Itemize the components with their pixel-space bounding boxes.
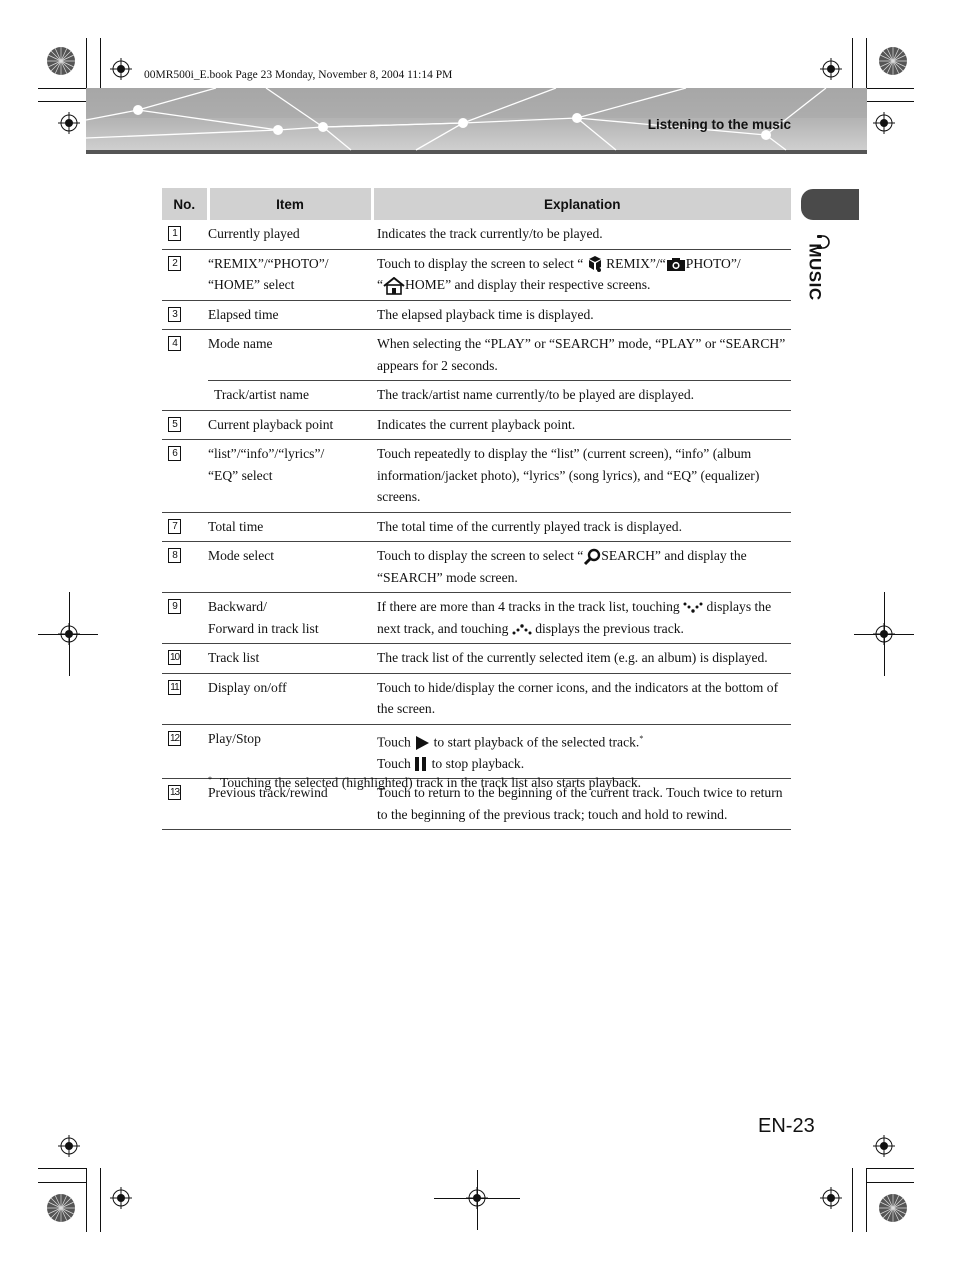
item-explanation: The total time of the currently played track is displayed. [372,512,791,542]
crop-mark [100,38,101,88]
item-name [208,593,372,644]
item-explanation: Touch to hide/display the corner icons, and the indicators at the bottom of the screen. [372,673,791,724]
item-name: Play/Stop [208,724,372,779]
item-name-line: Backward/ [208,599,267,614]
item-name: Display on/off [208,673,372,724]
search-icon [583,548,601,566]
item-name-line: “list”/“info”/“lyrics”/ [208,446,325,461]
table-row [162,512,791,542]
item-name [208,249,372,300]
item-name: Track/artist name [208,381,372,411]
registration-mark-icon [873,112,895,134]
explanation-text: SEARCH” and display the “SEARCH” mode screen. [377,548,747,585]
item-name: Mode name [208,330,372,381]
table-row [162,724,791,779]
item-name: Previous track/rewind [208,779,372,830]
item-explanation: When selecting the “PLAY” or “SEARCH” mode, “PLAY” or “SEARCH” appears for 2 seconds. [372,330,791,381]
crop-mark [866,88,914,89]
explanation-text: displays the next track, and touching [377,599,772,636]
item-number: 12 [169,732,180,744]
item-number: 13 [169,787,180,799]
item-number: 1 [168,226,181,241]
table-row [162,410,791,440]
forward-dots-icon [683,601,703,615]
item-explanation [372,249,791,300]
item-number: 8 [168,548,181,563]
side-tab-text: MUSIC [805,243,825,301]
item-explanation [372,724,791,779]
registration-mark-icon [58,112,80,134]
pause-icon [414,756,428,772]
item-explanation [372,542,791,593]
item-explanation [372,593,791,644]
table-row [162,330,791,381]
print-info: 00MR500i_E.book Page 23 Monday, November 8, 2004 11:14 PM [144,69,453,81]
table-row [162,249,791,300]
footnote-text: Touching the selected (highlighted) track in the track list also starts playback. [220,775,642,790]
item-explanation: Indicates the track currently/to be played. [372,220,791,249]
footnote-mark: * [639,733,644,743]
crop-mark [38,634,98,635]
crop-mark [38,1168,86,1169]
explanation-text: to stop playback. [431,755,525,771]
table-row [162,381,791,411]
camera-icon [666,257,686,271]
registration-mark-icon [873,1135,895,1157]
item-name-line: “EQ” select [208,467,273,483]
item-number: 5 [168,417,181,432]
footnote [208,775,641,791]
item-explanation: The track/artist name currently/to be played are displayed. [372,381,791,411]
crop-mark [852,38,853,88]
crop-mark [866,38,867,88]
backward-dots-icon [512,622,532,636]
table-row [162,644,791,674]
crop-mark [477,1170,478,1230]
crop-mark [100,1168,101,1232]
item-explanation: The elapsed playback time is displayed. [372,300,791,330]
crop-mark [38,101,86,102]
item-explanation: Touch repeatedly to display the “list” (current screen), “info” (album information/jacket photo), “lyrics” (song lyrics), and “EQ” (equalizer) screens. [372,440,791,513]
item-number: 3 [168,307,181,322]
crop-mark [866,101,914,102]
registration-mark-icon [820,58,842,80]
crop-mark [866,1182,914,1183]
starburst-target-icon [46,1193,76,1223]
item-name-line: “REMIX”/“PHOTO”/ [208,255,329,271]
table-row [162,440,791,513]
item-name: Elapsed time [208,300,372,330]
explanation-text: Touch [377,734,411,750]
crop-mark [866,1168,914,1169]
explanation-text: HOME” and display their respective screens. [405,277,651,292]
column-header-no: No. [162,188,208,220]
explanation-text: Touch to display the screen to select “ [377,548,584,563]
header-band [86,88,867,154]
item-number: 10 [169,652,180,664]
item-number: 6 [168,446,181,461]
item-number: 9 [168,599,181,614]
crop-mark [69,592,70,676]
explanation-text: “ [377,277,384,292]
remix-icon [587,255,603,273]
item-number: 11 [168,680,181,695]
crop-mark [852,1168,853,1232]
starburst-target-icon [878,1193,908,1223]
item-explanation: Indicates the current playback point. [372,410,791,440]
item-name: Mode select [208,542,372,593]
explanation-text: Touch [377,755,411,771]
item-explanation: Touch to return to the beginning of the current track. Touch twice to return to the beginning of the previous track; touch and hold to rewind. [372,779,791,830]
starburst-target-icon [878,46,908,76]
explanation-table [162,188,791,830]
crop-mark [866,1168,867,1232]
item-explanation: The track list of the currently selected item (e.g. an album) is displayed. [372,644,791,674]
crop-mark [38,1182,86,1183]
explanation-text: displays the previous track. [535,620,684,636]
crop-mark [38,88,86,89]
item-name: Total time [208,512,372,542]
home-icon [383,277,405,295]
explanation-text: to start playback of the selected track. [433,734,640,750]
table-row [162,542,791,593]
table-row [162,673,791,724]
registration-mark-icon [110,1187,132,1209]
column-header-explanation: Explanation [372,188,791,220]
crop-mark [884,592,885,676]
item-name [208,440,372,513]
registration-mark-icon [58,1135,80,1157]
page-number: EN-23 [758,1115,815,1137]
play-icon [414,735,430,751]
item-name: Currently played [208,220,372,249]
table-header-row [162,188,791,220]
explanation-text: If there are more than 4 tracks in the track list, touching [377,599,680,614]
explanation-text: PHOTO”/ [685,255,741,271]
section-title: Listening to the music [647,117,791,132]
starburst-target-icon [46,46,76,76]
footnote-mark: * [208,775,212,784]
explanation-text: REMIX”/“ [606,255,666,271]
crop-mark [86,38,87,88]
crop-mark [86,1168,87,1232]
item-name-line: Forward in track list [208,620,319,636]
item-number: 2 [168,256,181,271]
item-number: 4 [168,336,181,351]
side-tab-label [806,234,836,314]
registration-mark-icon [110,58,132,80]
item-name: Current playback point [208,410,372,440]
table-row [162,300,791,330]
item-number: 7 [168,519,181,534]
table-row [162,220,791,249]
column-header-item: Item [208,188,372,220]
item-name: Track list [208,644,372,674]
registration-mark-icon [820,1187,842,1209]
table-row [162,593,791,644]
item-name-line: “HOME” select [208,277,295,292]
explanation-text: Touch to display the screen to select “ [377,255,584,271]
side-tab [801,189,859,220]
